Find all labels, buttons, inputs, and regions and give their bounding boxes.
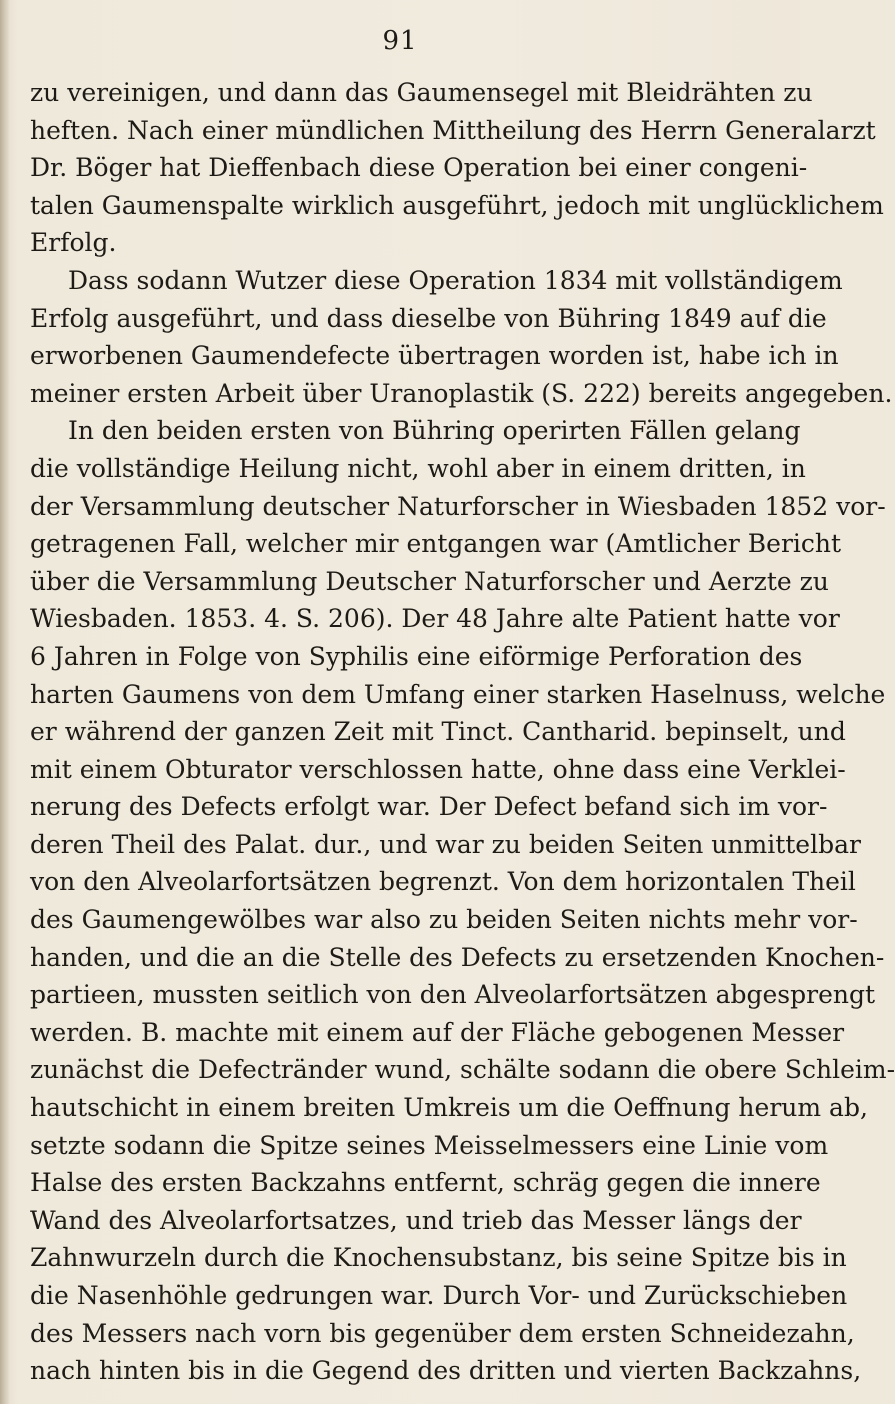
text-line: hautschicht in einem breiten Umkreis um die Oeffnung herum ab, [30, 1093, 868, 1123]
text-line: die vollständige Heilung nicht, wohl aber in einem dritten, in [30, 453, 806, 483]
text-line: Erfolg ausgeführt, und dass dieselbe von Bühring 1849 auf die [30, 303, 827, 333]
text-line: In den beiden ersten von Bühring operirten Fällen gelang [68, 416, 801, 446]
text-line: des Messers nach vorn bis gegenüber dem ersten Schneidezahn, [30, 1318, 855, 1348]
text-line: über die Versammlung Deutscher Naturforscher und Aerzte zu [30, 566, 829, 596]
text-line: deren Theil des Palat. dur., und war zu beiden Seiten unmittelbar [30, 829, 861, 859]
text-line: werden. B. machte mit einem auf der Fläche gebogenen Messer [30, 1017, 845, 1047]
text-line: handen, und die an die Stelle des Defects zu ersetzenden Knochen- [30, 942, 885, 972]
text-line: zunächst die Defectränder wund, schälte sodann die obere Schleim- [30, 1055, 895, 1085]
text-line: partieen, mussten seitlich von den Alveolarfortsätzen abgesprengt [30, 980, 876, 1010]
text-line: meiner ersten Arbeit über Uranoplastik (S. 222) bereits angegeben. [30, 378, 893, 408]
text-line: Dr. Böger hat Dieffenbach diese Operation bei einer congeni- [30, 153, 808, 183]
body-text [30, 74, 895, 1390]
text-line: die Nasenhöhle gedrungen war. Durch Vor- und Zurückschieben [30, 1281, 848, 1310]
text-line: von den Alveolarfortsätzen begrenzt. Von dem horizontalen Theil [30, 867, 856, 897]
text-line: nerung des Defects erfolgt war. Der Defect befand sich im vor- [30, 792, 828, 822]
text-line: heften. Nach einer mündlichen Mittheilung des Herrn Generalarzt [30, 115, 876, 145]
text-line: Halse des ersten Backzahns entfernt, schräg gegen die innere [30, 1168, 821, 1198]
text-line: der Versammlung deutscher Naturforscher in Wiesbaden 1852 vor- [30, 491, 886, 521]
text-line: talen Gaumenspalte wirklich ausgeführt, jedoch mit unglücklichem [30, 190, 884, 220]
text-line: nach hinten bis in die Gegend des dritten und vierten Backzahns, [30, 1356, 862, 1386]
text-line: getragenen Fall, welcher mir entgangen war (Amtlicher Bericht [30, 529, 842, 559]
text-line: zu vereinigen, und dann das Gaumensegel mit Bleidrähten zu [30, 78, 813, 107]
text-line: er während der ganzen Zeit mit Tinct. Cantharid. bepinselt, und [30, 717, 846, 747]
text-line: 6 Jahren in Folge von Syphilis eine eiförmige Perforation des [30, 641, 803, 671]
page-number: 91 [382, 26, 418, 56]
text-line: Wiesbaden. 1853. 4. S. 206). Der 48 Jahre alte Patient hatte vor [30, 604, 840, 634]
binding-gutter-shadow [0, 0, 10, 1404]
text-line: des Gaumengewölbes war also zu beiden Seiten nichts mehr vor- [30, 905, 858, 935]
text-line: erworbenen Gaumendefecte übertragen worden ist, habe ich in [30, 341, 839, 371]
text-line: Dass sodann Wutzer diese Operation 1834 mit vollständigem [68, 265, 843, 295]
text-line: Erfolg. [30, 228, 117, 258]
text-line: mit einem Obturator verschlossen hatte, ohne dass eine Verklei- [30, 754, 846, 784]
text-line: Zahnwurzeln durch die Knochensubstanz, bis seine Spitze bis in [30, 1243, 847, 1273]
text-line: setzte sodann die Spitze seines Meisselmessers eine Linie vom [30, 1130, 829, 1160]
text-line: harten Gaumens von dem Umfang einer starken Haselnuss, welche [30, 679, 886, 709]
text-line: Wand des Alveolarfortsatzes, und trieb das Messer längs der [30, 1205, 802, 1235]
